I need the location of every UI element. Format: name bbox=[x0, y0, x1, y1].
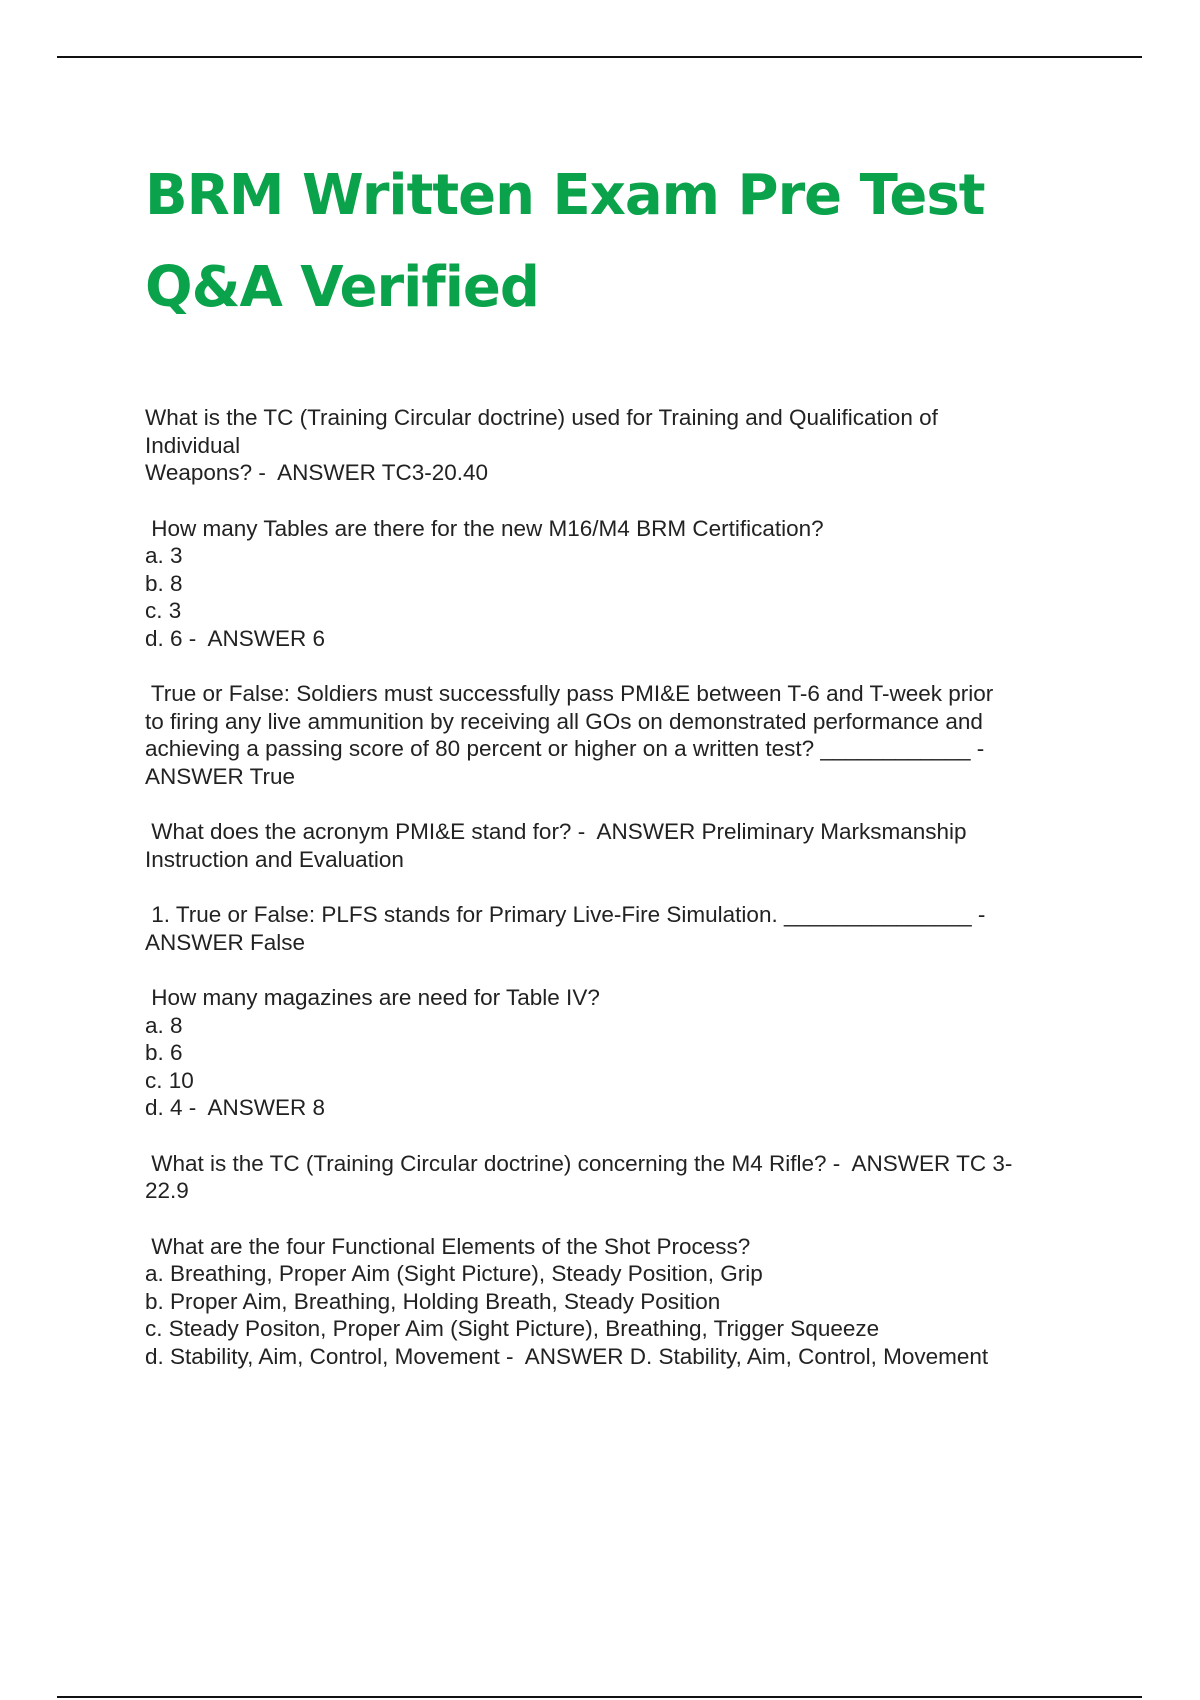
qa-item bbox=[145, 1150, 1095, 1205]
document-title bbox=[145, 150, 1095, 334]
qa-line: to firing any live ammunition by receiving all GOs on demonstrated performance and bbox=[145, 708, 983, 734]
qa-line: Weapons? - ANSWER TC3-20.40 bbox=[145, 460, 489, 485]
qa-item bbox=[145, 984, 1095, 1122]
qa-line: Individual bbox=[145, 432, 241, 458]
qa-item bbox=[145, 680, 1095, 790]
qa-line: Instruction and Evaluation bbox=[145, 846, 404, 872]
qa-line: b. 6 bbox=[145, 1040, 183, 1065]
qa-line: b. 8 bbox=[145, 570, 183, 596]
qa-line: What does the acronym PMI&E stand for? - ANSWER Preliminary Marksmanship bbox=[145, 819, 967, 844]
title-line-1: BRM Written Exam Pre Test bbox=[145, 163, 985, 228]
qa-item bbox=[145, 901, 1095, 956]
qa-item bbox=[145, 404, 1095, 487]
qa-line: ANSWER False bbox=[145, 929, 306, 955]
qa-line: What are the four Functional Elements of the Shot Process? bbox=[145, 1233, 751, 1259]
qa-line: How many magazines are need for Table IV? bbox=[145, 985, 600, 1010]
qa-item bbox=[145, 515, 1095, 653]
qa-line: c. 10 bbox=[145, 1067, 194, 1093]
qa-line: a. 8 bbox=[145, 1012, 183, 1038]
qa-line: c. 3 bbox=[145, 598, 182, 623]
top-rule bbox=[57, 56, 1142, 58]
qa-line: 1. True or False: PLFS stands for Primary Live-Fire Simulation. _______________ - bbox=[145, 902, 986, 927]
qa-line: a. Breathing, Proper Aim (Sight Picture), Steady Position, Grip bbox=[145, 1261, 763, 1286]
qa-line: a. 3 bbox=[145, 543, 183, 568]
qa-line: achieving a passing score of 80 percent or higher on a written test? ____________ - bbox=[145, 736, 985, 761]
bottom-rule bbox=[57, 1696, 1142, 1698]
qa-line: What is the TC (Training Circular doctrine) used for Training and Qualification of bbox=[145, 405, 938, 430]
qa-item bbox=[145, 818, 1095, 873]
qa-line: d. Stability, Aim, Control, Movement - ANSWER D. Stability, Aim, Control, Movement bbox=[145, 1343, 989, 1369]
qa-line: d. 6 - ANSWER 6 bbox=[145, 625, 326, 651]
qa-line: 22.9 bbox=[145, 1178, 189, 1203]
qa-line: How many Tables are there for the new M16/M4 BRM Certification? bbox=[145, 515, 824, 541]
qa-line: b. Proper Aim, Breathing, Holding Breath, Steady Position bbox=[145, 1288, 721, 1314]
title-line-2: Q&A Verified bbox=[145, 255, 539, 320]
qa-item bbox=[145, 1233, 1095, 1371]
qa-line: d. 4 - ANSWER 8 bbox=[145, 1095, 326, 1120]
qa-line: True or False: Soldiers must successfully pass PMI&E between T-6 and T-week prior bbox=[145, 681, 994, 706]
qa-line: What is the TC (Training Circular doctrine) concerning the M4 Rifle? - ANSWER TC 3- bbox=[145, 1150, 1013, 1176]
qa-line: ANSWER True bbox=[145, 763, 296, 789]
qa-line: c. Steady Positon, Proper Aim (Sight Picture), Breathing, Trigger Squeeze bbox=[145, 1316, 880, 1341]
document-body bbox=[145, 150, 1095, 1398]
qa-list bbox=[145, 404, 1095, 1370]
